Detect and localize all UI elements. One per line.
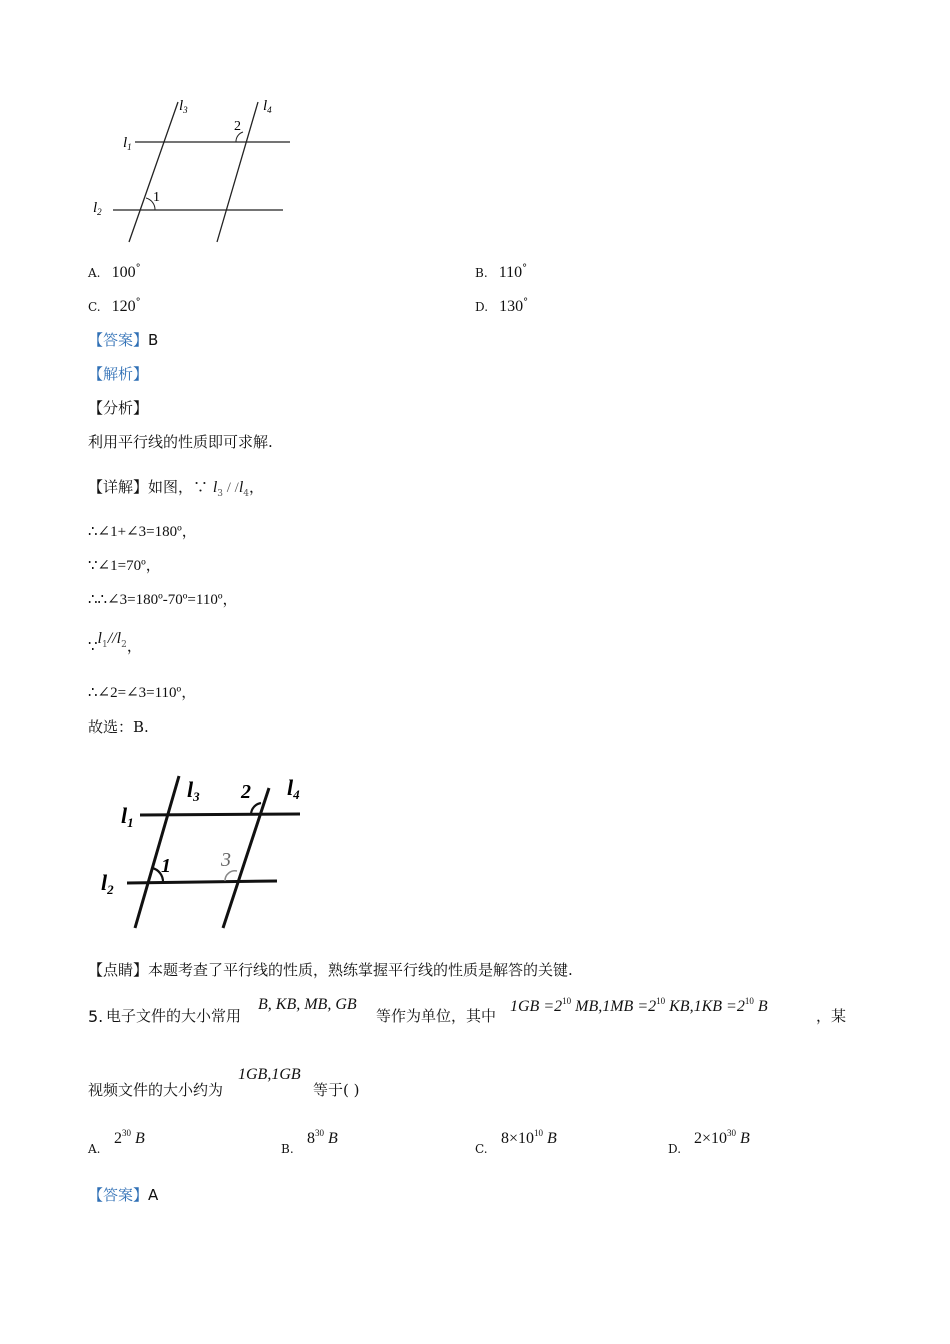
parallel-lines-figure-1: [85, 90, 305, 250]
relation-a: l: [212, 479, 218, 496]
label-angle-2: 2: [241, 781, 251, 803]
answer-value: B: [148, 331, 159, 349]
label-l2: $l_2$: [93, 200, 102, 217]
label-l4: l4: [287, 775, 300, 802]
label-angle-1: 1: [161, 855, 171, 877]
detail-step-5: ∴∠2=∠3=110º，: [88, 685, 197, 701]
dianjing-text: 本题考查了平行线的性质，熟练掌握平行线的性质是解答的关键.: [148, 961, 573, 979]
line-l1: [140, 814, 300, 815]
detail-label: 【详解】: [88, 478, 149, 496]
label-l3: $l_3$: [179, 98, 188, 115]
dianjing-line: [88, 960, 573, 980]
answer2-label: 【答案】: [88, 1186, 149, 1204]
q5-option-b: [281, 1128, 441, 1160]
option-letter: D.: [475, 300, 489, 314]
detail-step-3: ∴∴∠3=180º-70º=110º，: [88, 592, 238, 608]
q4-option-c: [88, 296, 141, 316]
option-letter: C.: [88, 300, 101, 314]
q5-size: 1GB,1GB: [238, 1066, 301, 1083]
step4-mid: //: [107, 630, 117, 647]
q5-formula: $1GB =2^{10}$ $MB,1MB =2^{10}$ $KB,1KB =2^{10}$ B: [510, 996, 768, 1015]
step4-prefix: ∵: [88, 637, 98, 655]
option-value: 100: [111, 264, 136, 281]
relation-b: l: [238, 479, 244, 496]
relation-a-sub: 3: [217, 489, 223, 499]
q5-option-c: [475, 1128, 655, 1160]
step4-b-sub: 2: [121, 640, 127, 650]
label-l4: $l_4$: [263, 98, 272, 115]
q5-stem-line-1: [88, 996, 868, 1036]
detail-step-2: ∵∠1=70º，: [88, 558, 161, 574]
option-letter: B.: [475, 266, 488, 280]
fenxi-label: 【分析】: [88, 399, 149, 417]
option-value: $8\times 10^{10}$ B: [501, 1128, 557, 1147]
detail-step-1: ∴∠1+∠3=180º，: [88, 524, 197, 540]
option-value: $8^{30}$ B: [307, 1128, 338, 1147]
q5-text-5: 等于( ): [313, 1081, 360, 1099]
answer2-value: A: [148, 1186, 159, 1204]
detail-step-6: 故选：B.: [88, 718, 149, 736]
step4-b: l: [116, 630, 122, 647]
q4-option-d: [475, 296, 528, 316]
angle-3-arc: [225, 871, 237, 881]
option-letter: B.: [281, 1142, 294, 1156]
option-letter: C.: [475, 1142, 488, 1156]
detail-step-4: [88, 628, 142, 655]
label-l3: l3: [187, 777, 200, 804]
option-value: 120: [111, 298, 136, 315]
q5-text-1: 电子文件的大小常用: [106, 1007, 242, 1025]
step4-a: l: [97, 630, 102, 647]
label-angle-3: 3: [221, 849, 231, 871]
answer2-line: [88, 1185, 158, 1205]
answer-label: 【答案】: [88, 331, 149, 349]
parallel-lines-figure-2: [95, 770, 325, 935]
relation-end: ，: [249, 478, 265, 496]
q5-text-4: 视频文件的大小约为: [88, 1081, 224, 1099]
answer-line: [88, 330, 158, 350]
label-angle-2: 2: [234, 119, 241, 134]
option-letter: A.: [88, 1142, 101, 1156]
detail-intro-line: [88, 477, 264, 504]
label-l2: l2: [101, 870, 114, 897]
q5-text-3: ，某: [816, 1007, 847, 1025]
option-value: 110: [498, 264, 523, 281]
label-angle-1: 1: [153, 190, 160, 205]
degree-unit: °: [135, 297, 141, 308]
label-l1: l1: [121, 803, 134, 830]
fenxi-text: 利用平行线的性质即可求解.: [88, 433, 273, 451]
option-letter: A.: [88, 266, 101, 280]
q5-option-d: [668, 1128, 848, 1160]
option-value: $2^{30}$ B: [114, 1128, 145, 1147]
degree-unit: °: [522, 263, 528, 274]
q5-stem-line-2: [88, 1066, 488, 1106]
option-letter: D.: [668, 1142, 682, 1156]
q5-units: B, KB, MB, GB: [258, 996, 357, 1013]
line-l3: [129, 102, 178, 242]
dianjing-label: 【点睛】: [88, 961, 149, 979]
degree-unit: °: [523, 297, 529, 308]
detail-intro: 如图，∵: [148, 478, 209, 496]
q5-text-2: 等作为单位，其中: [376, 1007, 497, 1025]
degree-unit: °: [135, 263, 141, 274]
relation-mid: / /: [223, 480, 239, 496]
q5-option-a: [88, 1128, 248, 1160]
step4-end: ，: [126, 637, 142, 655]
option-value: 130: [499, 298, 524, 315]
q4-option-b: [475, 262, 527, 282]
option-value: $2\times 10^{30}$ B: [694, 1128, 750, 1147]
q4-option-a: [88, 262, 141, 282]
analysis-label: 【解析】: [88, 365, 149, 383]
relation-b-sub: 4: [243, 489, 250, 499]
line-l3: [135, 776, 179, 928]
question-number: 5.: [88, 1007, 104, 1026]
step4-a-sub: 1: [102, 640, 108, 650]
label-l1: $l_1$: [123, 135, 132, 152]
